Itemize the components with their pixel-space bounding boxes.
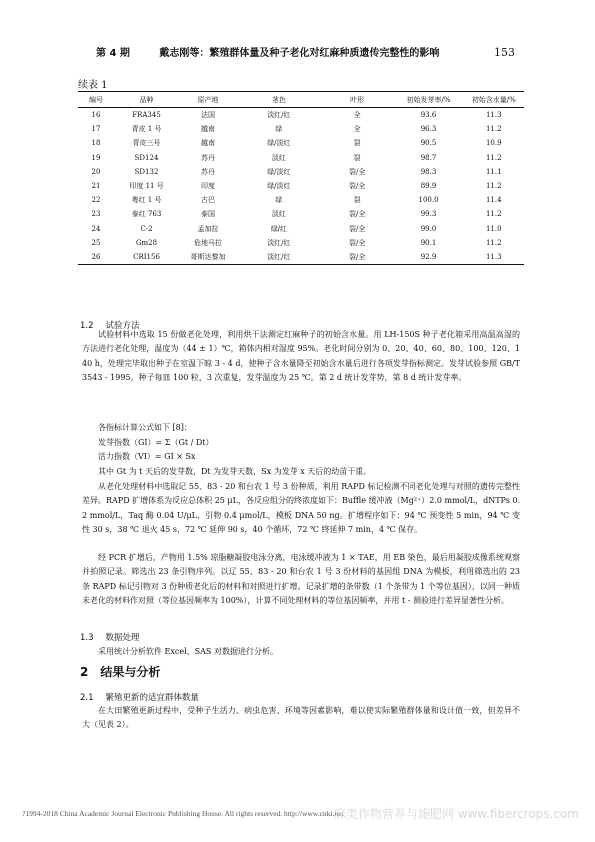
- table-cell: C-2: [140, 224, 153, 233]
- watermark: 麻类作物营养与施肥网 www.fibercrops.com: [333, 807, 579, 821]
- table-row: [78, 250, 524, 265]
- table-body: [78, 108, 524, 265]
- table-cell: 印度 11 号: [129, 182, 164, 191]
- table-cell: 24: [91, 224, 101, 233]
- table-cell: 裂/全: [348, 210, 366, 219]
- table-cell: 裂/全: [321, 250, 394, 265]
- table-cell: 93.6: [420, 111, 437, 120]
- paragraph-data-processing: 采用统计分析软件 Excel、SAS 对数据进行分析。: [98, 647, 278, 656]
- table-cell: 11.2: [485, 125, 502, 134]
- table-cell: 25: [91, 238, 101, 247]
- table-cell: 裂/全: [348, 238, 366, 247]
- section-1-3-heading: [80, 631, 140, 643]
- table-cell: 裂/全: [348, 224, 366, 233]
- table-cell: 92.9: [394, 250, 464, 265]
- paragraph-aging-method: 试验材料中选取 15 份做老化处理，利用烘干法测定红麻种子的初始含水量。用 LH-150S 种子老化箱采用高温高湿的方法进行老化处理，温度为（44 ± 1）℃，箱体内相对湿度 95%。老化时间分别为 0、20、40、60、80、100、120、140 h，处理完毕取出种子在室温下晾 3 - 4 d，使种子含水量降至初始含水量后进行各项发芽指标测定。发芽试验参照 GB/T3543 - 1995。种子每皿 100 粒，3 次重复，发芽温度为 25 ℃。第 2 d 统计发芽势，第 8 d 统计发芽率。: [82, 330, 520, 382]
- table-cell: 青皮三号: [132, 139, 161, 148]
- table-cell: CRI156: [114, 250, 179, 265]
- paragraph-pcr-analysis: 经 PCR 扩增后，产物用 1.5% 琼脂糖凝胶电泳分离，电泳缓冲液为 1 × TAE，用 EB 染色，最后用凝胶成像系统观察并拍照记录。筛选出 23 条引物序列。以辽 55、83 - 20 和台农 1 号 3 份材料的基因组 DNA 为模板，利用筛选出的 23 条 RAPD 标记引物对 3 份种质老化后的材料和对照进行扩增。记录扩增的条带数（1 个条带为 1 个等位基因），以同一种质未老化的材料作对照（等位基因频率为 100%），计算不同处理材料的等位基因频率，并用 t - 测验进行差异显著性分析。: [82, 553, 520, 605]
- copyright-footer: ?1994-2018 China Academic Journal Electronic Publishing House. All rights reserved. http://www.cnki.net: [22, 809, 344, 818]
- table-cell: 10.9: [485, 139, 502, 148]
- table-cell: SD132: [134, 167, 159, 176]
- table-cell: 全: [353, 111, 361, 120]
- running-title: 戴志刚等：繁殖群体量及种子老化对红麻种质遗传完整性的影响: [159, 48, 440, 59]
- paragraph-population-size: 在大田繁殖更新过程中，受种子生活力、病虫危害、环境等因素影响，难以使实际繁殖群体量和设计值一致，但差异不大（见表 2）。: [82, 706, 520, 730]
- table-row: [78, 236, 524, 250]
- table-row: [78, 222, 524, 236]
- table-row: [78, 207, 524, 221]
- table-cell: 哥斯达黎加: [179, 250, 237, 265]
- table-cell: 法国: [201, 111, 216, 120]
- table-cell: 18: [91, 139, 101, 148]
- table-cell: SD124: [134, 153, 159, 162]
- table-cell: 11.3: [463, 250, 524, 265]
- table-cell: 99.0: [420, 224, 437, 233]
- table-cell: 全: [353, 125, 361, 134]
- column-header: 原产地: [179, 92, 237, 108]
- table-cell: 青皮 1 号: [131, 125, 162, 134]
- table-row: [78, 136, 524, 150]
- table-cell: 100.0: [418, 196, 439, 205]
- table-cell: 孟加拉: [197, 224, 219, 233]
- section-number: 1.2: [80, 321, 94, 331]
- table-cell: 11.0: [485, 224, 502, 233]
- table-cell: 泰红 763: [131, 210, 162, 219]
- section-2-1-heading: [80, 691, 199, 703]
- table-cell: 11.1: [485, 167, 502, 176]
- paragraph-rapd-system: 从老化处理材料中选取记 55、83 - 20 和台农 1 号 3 份种质，利用 RAPD 标记检测不同老化处理与对照的遗传完整性差异。RAPD 扩增体系为反应总体积 25 μL，各反应组分的终浓度如下：Buffle 缓冲液（Mg²⁺）2.0 mmol/L，dNTPs 0.2 mmol/L，Taq 酶 0.04 U/μL，引物 0.4 μmol/L，模板 DNA 50 ng。扩增程序如下：94 ℃ 预变性 5 min，94 ℃ 变性 30 s，38 ℃ 退火 45 s，72 ℃ 延伸 90 s，40 个循环，72 ℃ 终延伸 7 min，4 ℃ 保存。: [82, 482, 520, 534]
- table-caption: 续表 1: [78, 80, 108, 91]
- table-cell: 越南: [201, 125, 216, 134]
- section-number: 2.1: [80, 693, 94, 703]
- column-header: 初始发芽率/%: [394, 92, 464, 108]
- table-cell: 90.5: [420, 139, 437, 148]
- table-cell: 淡红/红: [237, 250, 321, 265]
- section-number: 1.3: [80, 633, 94, 643]
- table-cell: 90.1: [420, 238, 437, 247]
- table-cell: 淡红: [271, 210, 286, 219]
- table-cell: 16: [91, 111, 101, 120]
- column-header: 茎色: [237, 92, 321, 108]
- table-cell: 绿/红: [270, 224, 288, 233]
- table-row: [78, 179, 524, 193]
- table-cell: 淡红: [271, 153, 286, 162]
- table-cell: 裂/全: [348, 182, 366, 191]
- running-head: [96, 44, 516, 59]
- column-header: 叶形: [321, 92, 394, 108]
- table-cell: 98.3: [420, 167, 437, 176]
- table-cell: 苏丹: [201, 167, 216, 176]
- column-header: 初始含水量/%: [463, 92, 524, 108]
- table-cell: 绿/淡红: [267, 139, 291, 148]
- table-cell: 11.2: [485, 153, 502, 162]
- table-cell: 越南: [201, 139, 216, 148]
- formula-germination-index: 发芽指数（GI）= Σ（Gt / Dt）: [98, 438, 214, 447]
- table-cell: 99.3: [420, 210, 437, 219]
- table-header-row: [78, 92, 524, 108]
- table-cell: 17: [91, 125, 101, 134]
- table-cell: 11.2: [485, 210, 502, 219]
- page-number: 153: [494, 46, 515, 59]
- table-cell: FRA345: [132, 111, 161, 120]
- table-cell: 绿: [275, 196, 283, 205]
- table-cell: 泰国: [201, 210, 216, 219]
- table-cell: 23: [91, 210, 101, 219]
- table-cell: 11.3: [485, 111, 502, 120]
- table-cell: 98.7: [420, 153, 437, 162]
- table-cell: 21: [91, 182, 101, 191]
- table-cell: 印度: [201, 182, 216, 191]
- section-title: 结果与分析: [100, 665, 161, 679]
- table-row: [78, 193, 524, 207]
- table-cell: 淡红/红: [267, 238, 291, 247]
- table-cell: 11.2: [485, 182, 502, 191]
- section-title: 试验方法: [105, 321, 140, 331]
- germplasm-table: [78, 91, 524, 265]
- section-2-heading: [80, 663, 160, 680]
- formula-vigor-index: 活力指数（VI）= GI × Sx: [98, 452, 196, 461]
- section-title: 繁殖更新的适宜群体数量: [105, 693, 200, 703]
- section-title: 数据处理: [105, 633, 140, 643]
- table-row: [78, 165, 524, 179]
- table-cell: 绿/淡红: [267, 182, 291, 191]
- table-cell: 危地马拉: [194, 238, 223, 247]
- table-row: [78, 122, 524, 136]
- table-cell: 26: [78, 250, 114, 265]
- table-cell: Gm28: [135, 238, 158, 247]
- section-number: 2: [80, 665, 89, 679]
- issue-number: 第 4 期: [96, 48, 130, 59]
- table-row: [78, 151, 524, 165]
- column-header: 编号: [78, 92, 114, 108]
- table-row: [78, 108, 524, 123]
- table-cell: 11.4: [485, 196, 502, 205]
- table-cell: 裂: [353, 153, 361, 162]
- table-cell: 古巴: [201, 196, 216, 205]
- table-cell: 11.2: [485, 238, 502, 247]
- table-cell: 裂/全: [348, 167, 366, 176]
- formula-intro: 各指标计算公式如下 [8]：: [98, 423, 192, 432]
- table-cell: 裂: [353, 196, 361, 205]
- table-cell: 22: [91, 196, 101, 205]
- table-cell: 19: [91, 153, 101, 162]
- table-cell: 20: [91, 167, 101, 176]
- table-cell: 裂: [353, 139, 361, 148]
- table-cell: 绿/淡红: [267, 167, 291, 176]
- table-cell: 苏丹: [201, 153, 216, 162]
- formula-explanation: 其中 Gt 为 t 天后的发芽数，Dt 为发芽天数，Sx 为发芽 x 天后的幼苗干重。: [98, 467, 372, 476]
- table-cell: 89.9: [420, 182, 437, 191]
- table-cell: 绿: [275, 125, 283, 134]
- table-cell: 96.3: [420, 125, 437, 134]
- column-header: 品种: [114, 92, 179, 108]
- table-cell: 粤红 1 号: [131, 196, 162, 205]
- table-cell: 淡红/红: [267, 111, 291, 120]
